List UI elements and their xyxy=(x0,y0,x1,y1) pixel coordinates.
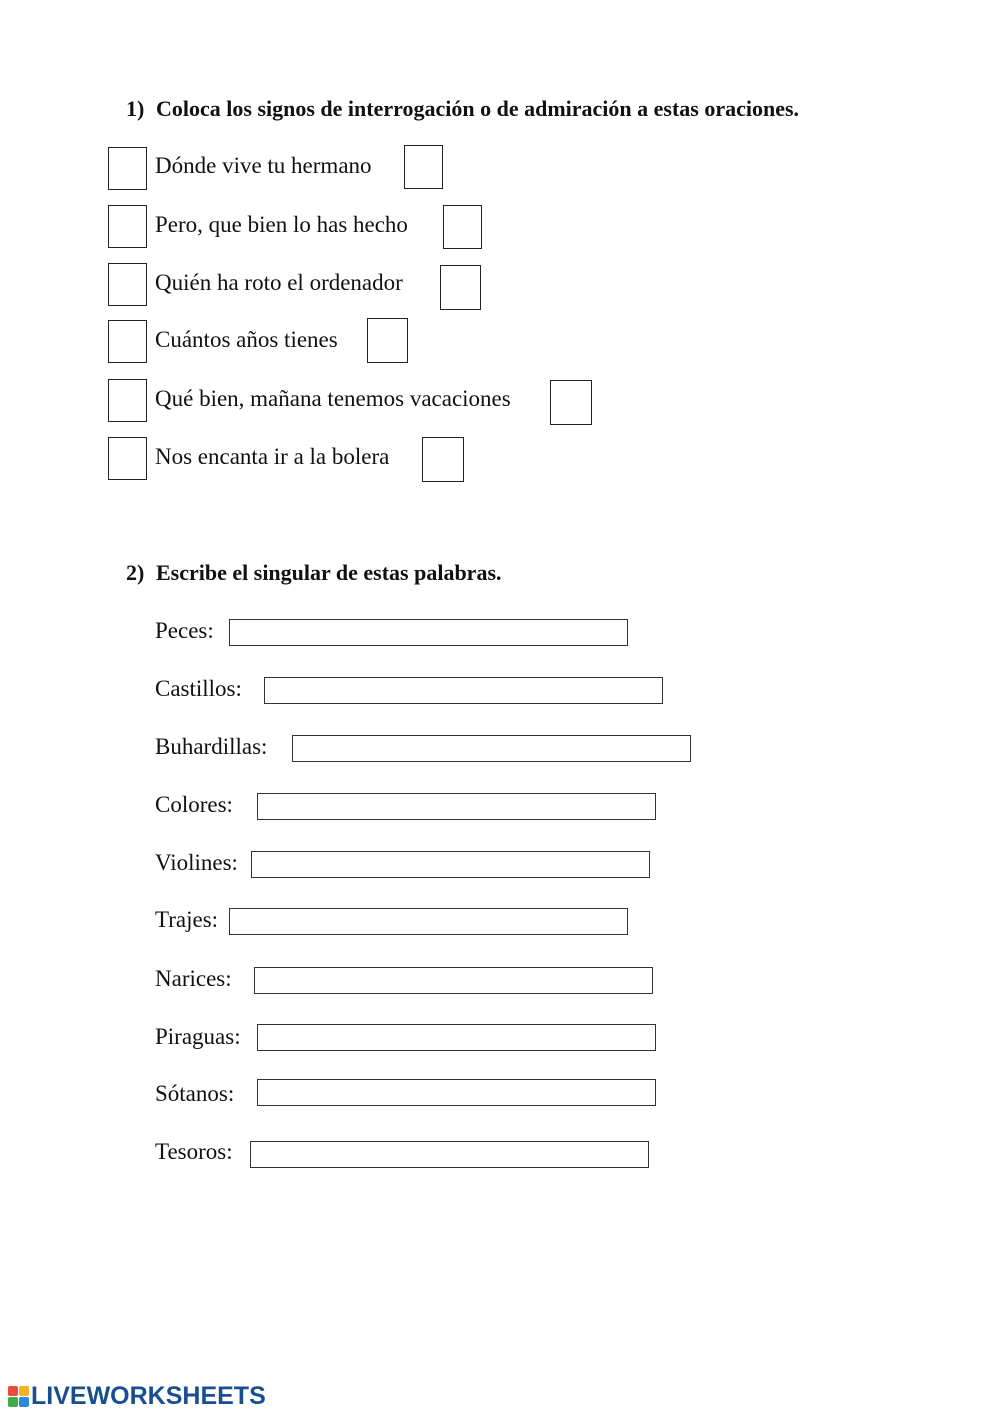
section-1-title: Coloca los signos de interrogación o de admiración a estas oraciones. xyxy=(156,96,800,121)
sentence-5: Qué bien, mañana tenemos vacaciones xyxy=(155,386,511,411)
sign-box-open-2[interactable] xyxy=(108,205,147,248)
logo-square-red xyxy=(8,1386,18,1396)
singular-input-8[interactable] xyxy=(257,1024,656,1051)
sign-box-close-4[interactable] xyxy=(367,318,408,363)
section-2-title: Escribe el singular de estas palabras. xyxy=(156,560,502,585)
word-label-6: Trajes: xyxy=(155,907,219,932)
section-2-number: 2) xyxy=(126,560,145,585)
singular-input-2[interactable] xyxy=(264,677,663,704)
logo-square-yellow xyxy=(19,1386,29,1396)
singular-input-10[interactable] xyxy=(250,1141,649,1168)
word-label-8: Piraguas: xyxy=(155,1024,241,1049)
section-1-heading xyxy=(126,96,799,122)
logo-square-blue xyxy=(19,1397,29,1407)
word-label-4: Colores: xyxy=(155,792,233,817)
singular-input-3[interactable] xyxy=(292,735,691,762)
singular-input-4[interactable] xyxy=(257,793,656,820)
sign-box-open-1[interactable] xyxy=(108,147,147,190)
sentence-3: Quién ha roto el ordenador xyxy=(155,270,403,295)
liveworksheets-logo-icon xyxy=(8,1386,29,1407)
sign-box-open-6[interactable] xyxy=(108,437,147,480)
singular-input-1[interactable] xyxy=(229,619,628,646)
word-label-7: Narices: xyxy=(155,966,232,991)
singular-input-5[interactable] xyxy=(251,851,650,878)
sign-box-open-4[interactable] xyxy=(108,320,147,363)
sign-box-open-5[interactable] xyxy=(108,379,147,422)
word-label-9: Sótanos: xyxy=(155,1081,235,1106)
sentence-4: Cuántos años tienes xyxy=(155,327,338,352)
sign-box-close-6[interactable] xyxy=(422,437,464,482)
section-2-heading xyxy=(126,560,502,586)
brand-name: LIVEWORKSHEETS xyxy=(31,1381,266,1410)
liveworksheets-brand xyxy=(8,1381,266,1411)
sentence-6: Nos encanta ir a la bolera xyxy=(155,444,390,469)
sign-box-close-1[interactable] xyxy=(404,145,443,189)
logo-square-green xyxy=(8,1397,18,1407)
singular-input-6[interactable] xyxy=(229,908,628,935)
sign-box-close-5[interactable] xyxy=(550,380,592,425)
word-label-1: Peces: xyxy=(155,618,214,643)
word-label-2: Castillos: xyxy=(155,676,242,701)
singular-input-7[interactable] xyxy=(254,967,653,994)
singular-input-9[interactable] xyxy=(257,1079,656,1106)
word-label-5: Violines: xyxy=(155,850,238,875)
word-label-3: Buhardillas: xyxy=(155,734,268,759)
section-1-number: 1) xyxy=(126,96,145,121)
sign-box-open-3[interactable] xyxy=(108,263,147,306)
sentence-1: Dónde vive tu hermano xyxy=(155,153,372,178)
sign-box-close-2[interactable] xyxy=(443,205,482,249)
word-label-10: Tesoros: xyxy=(155,1139,233,1164)
sentence-2: Pero, que bien lo has hecho xyxy=(155,212,408,237)
sign-box-close-3[interactable] xyxy=(440,265,481,310)
